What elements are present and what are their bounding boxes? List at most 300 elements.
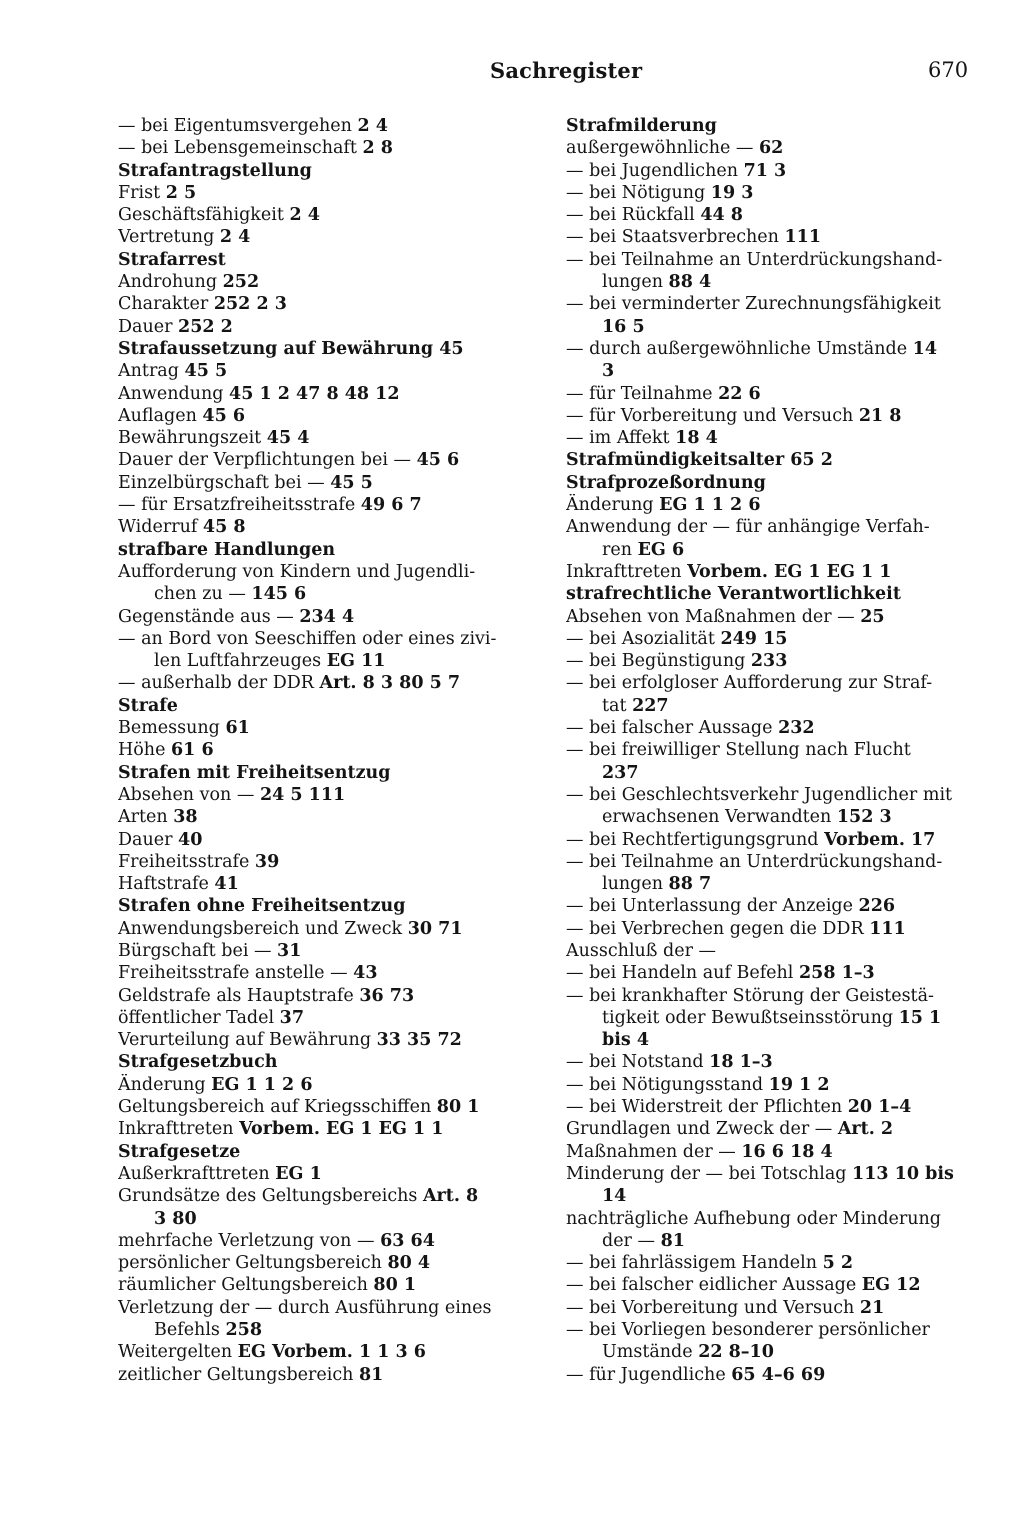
index-line [118, 516, 548, 538]
index-text: — bei erfolgloser Aufforderung zur Straf- [566, 673, 933, 694]
index-line [118, 338, 548, 360]
index-reference: 252 2 [178, 316, 233, 337]
index-line [118, 672, 548, 694]
index-line [566, 1163, 986, 1185]
index-text: Außerkrafttreten [118, 1163, 276, 1184]
index-text: ren [602, 539, 638, 560]
index-line [118, 1252, 548, 1274]
index-reference: 40 [178, 829, 203, 850]
index-reference: 21 8 [858, 405, 902, 426]
index-line [118, 1319, 548, 1341]
index-text: Geschäftsfähigkeit [118, 205, 290, 226]
page-title: Sachregister [490, 58, 643, 83]
index-line [118, 717, 548, 739]
index-reference: 2 4 [219, 227, 251, 248]
index-line [566, 338, 986, 360]
index-text: tat [602, 695, 633, 716]
index-reference: 145 6 [251, 584, 307, 605]
index-text: — im Affekt [566, 428, 676, 449]
index-reference: 15 1 [898, 1007, 942, 1028]
index-line [566, 271, 986, 293]
index-reference: 45 4 [266, 428, 310, 449]
index-line [118, 1141, 548, 1163]
index-reference: 113 10 bis [852, 1163, 954, 1184]
index-line [566, 249, 986, 271]
index-line [118, 962, 548, 984]
index-reference: 2 4 [289, 205, 320, 226]
index-line [566, 1319, 986, 1341]
index-text: — bei Widerstreit der Pflichten [566, 1097, 848, 1118]
index-line [566, 829, 986, 851]
index-text: Grundlagen und Zweck der — [566, 1119, 838, 1140]
index-reference: EG 1 1 2 6 [211, 1074, 313, 1095]
index-line [566, 1341, 986, 1363]
index-column-right [566, 115, 986, 1386]
index-line [118, 784, 548, 806]
index-text: Ausschluß der — [566, 940, 717, 961]
index-reference: 25 [860, 606, 885, 627]
index-text: Maßnahmen der — [566, 1141, 742, 1162]
index-reference: strafrechtliche Verantwortlichkeit [566, 584, 901, 605]
index-reference: EG Vorbem. 1 1 3 6 [237, 1342, 426, 1363]
index-reference: Strafe [118, 695, 178, 716]
index-line [118, 1230, 548, 1252]
index-reference: 81 [660, 1230, 685, 1251]
index-line [118, 1118, 548, 1140]
index-reference: 232 [778, 718, 815, 739]
index-text: — bei Staatsverbrechen [566, 227, 785, 248]
index-text: außergewöhnliche — [566, 138, 759, 159]
index-text: Bürgschaft bei — [118, 940, 278, 961]
index-text: — bei falscher Aussage [566, 718, 779, 739]
index-reference: 38 [173, 807, 198, 828]
index-text: len Luftfahrzeuges [154, 651, 327, 672]
index-line [118, 1185, 548, 1207]
index-reference: EG 1 [275, 1163, 322, 1184]
index-reference: 14 [912, 338, 937, 359]
index-reference: 233 [750, 651, 788, 672]
index-reference: 237 [602, 762, 639, 783]
index-text: — bei Lebensgemeinschaft [118, 138, 363, 159]
index-line [566, 717, 986, 739]
index-text: Verletzung der — durch Ausführung eines [118, 1297, 492, 1318]
index-reference: strafbare Handlungen [118, 539, 336, 560]
index-text: — bei Teilnahme an Unterdrückungshand- [566, 249, 943, 270]
index-line [566, 1230, 986, 1252]
index-line [118, 316, 548, 338]
index-text: Freiheitsstrafe [118, 851, 255, 872]
index-reference: 16 5 [602, 316, 645, 337]
index-text: — bei falscher eidlicher Aussage [566, 1275, 862, 1296]
index-line [118, 115, 548, 137]
index-text: Auflagen [118, 405, 203, 426]
index-text: lungen [602, 874, 669, 895]
index-text: Absehen von Maßnahmen der — [566, 606, 861, 627]
index-line [566, 583, 986, 605]
index-reference: 3 80 [154, 1208, 197, 1229]
index-text: Befehls [154, 1320, 226, 1341]
index-reference: 61 [225, 718, 250, 739]
index-text: Vertretung [118, 227, 220, 248]
index-line [566, 650, 986, 672]
index-line [566, 762, 986, 784]
index-reference: 65 4–6 69 [731, 1364, 826, 1385]
index-text: — bei fahrlässigem Handeln [566, 1253, 823, 1274]
index-reference: Strafantragstellung [118, 160, 312, 181]
index-line [566, 1297, 986, 1319]
index-reference: 88 7 [668, 874, 712, 895]
index-reference: Strafarrest [118, 249, 226, 270]
index-text: Charakter [118, 294, 214, 315]
index-text: nachträgliche Aufhebung oder Minderung [566, 1208, 941, 1229]
index-text: der — [602, 1230, 661, 1251]
index-reference: 45 8 [202, 517, 246, 538]
index-line [566, 494, 986, 516]
index-text: Arten [118, 807, 174, 828]
index-text: chen zu — [154, 584, 252, 605]
index-reference: 80 4 [387, 1253, 431, 1274]
index-text: tigkeit oder Bewußtseinsstörung [602, 1007, 899, 1028]
index-text: Frist [118, 182, 166, 203]
index-reference: 45 1 2 47 8 48 12 [229, 383, 400, 404]
index-line [566, 1096, 986, 1118]
index-reference: 45 6 [416, 450, 460, 471]
index-line [118, 739, 548, 761]
index-text: — für Jugendliche [566, 1364, 732, 1385]
index-line [566, 449, 986, 471]
index-text: Anwendungsbereich und Zweck [118, 918, 408, 939]
index-line [118, 383, 548, 405]
index-text: Änderung [566, 495, 660, 516]
index-reference: 37 [279, 1007, 305, 1028]
index-text: — bei Handeln auf Befehl [566, 963, 799, 984]
index-line [566, 895, 986, 917]
index-reference: Strafen mit Freiheitsentzug [118, 762, 391, 783]
index-text: erwachsenen Verwandten [602, 807, 837, 828]
index-reference: Strafen ohne Freiheitsentzug [118, 896, 406, 917]
index-line [118, 829, 548, 851]
index-reference: Strafgesetze [118, 1141, 241, 1162]
index-reference: 45 5 [184, 361, 228, 382]
index-text: Dauer [118, 829, 179, 850]
index-reference: 21 [859, 1297, 885, 1318]
index-line [118, 1029, 548, 1051]
index-line [118, 137, 548, 159]
index-reference: 227 [632, 695, 669, 716]
index-reference: EG 6 [637, 539, 685, 560]
index-reference: 80 1 [436, 1097, 480, 1118]
index-text: Antrag [118, 361, 185, 382]
index-text: Minderung der — bei Totschlag [566, 1163, 853, 1184]
index-reference: 33 35 72 [376, 1030, 462, 1051]
index-reference: 2 8 [362, 138, 393, 159]
index-reference: 249 15 [720, 628, 788, 649]
index-line [566, 851, 986, 873]
index-text: — bei Asozialität [566, 628, 721, 649]
index-line [118, 249, 548, 271]
index-line [566, 1141, 986, 1163]
index-text: — bei verminderter Zurechnungsfähigkeit [566, 294, 941, 315]
index-reference: 41 [214, 874, 239, 895]
index-reference: 31 [277, 940, 302, 961]
index-line [566, 516, 986, 538]
index-line [118, 360, 548, 382]
index-reference: 226 [858, 896, 896, 917]
index-line [566, 628, 986, 650]
index-line [118, 851, 548, 873]
index-text: — an Bord von Seeschiffen oder eines zivi- [118, 628, 497, 649]
index-reference: Strafmilderung [566, 116, 717, 136]
index-reference: 44 8 [700, 205, 743, 226]
index-reference: Vorbem. 17 [824, 829, 936, 850]
index-line [566, 1074, 986, 1096]
index-line [118, 494, 548, 516]
index-line [118, 561, 548, 583]
index-reference: Strafaussetzung auf Bewährung 45 [118, 338, 464, 359]
index-reference: 62 [758, 138, 784, 159]
index-reference: Vorbem. EG 1 EG 1 1 [687, 561, 892, 582]
index-line [118, 271, 548, 293]
index-line [118, 293, 548, 315]
index-reference: 18 4 [675, 428, 718, 449]
index-line [566, 115, 986, 137]
index-line [118, 918, 548, 940]
index-text: Grundsätze des Geltungsbereichs [118, 1186, 423, 1207]
index-text: Einzelbürgschaft bei — [118, 472, 331, 493]
index-reference: Art. 8 3 80 5 7 [319, 673, 461, 694]
index-text: Inkrafttreten [566, 561, 688, 582]
index-text: mehrfache Verletzung von — [118, 1230, 381, 1251]
index-text: — bei Vorbereitung und Versuch [566, 1297, 860, 1318]
index-reference: 80 1 [373, 1275, 417, 1296]
page-number: 670 [928, 58, 969, 82]
index-text: Geltungsbereich auf Kriegsschiffen [118, 1097, 437, 1118]
index-text: Geldstrafe als Hauptstrafe [118, 985, 360, 1006]
index-reference: 30 71 [407, 918, 463, 939]
index-text: — außerhalb der DDR [118, 673, 320, 694]
index-reference: Strafprozeßordnung [566, 472, 766, 493]
index-line [566, 405, 986, 427]
index-line [566, 1185, 986, 1207]
index-text: Verurteilung auf Bewährung [118, 1030, 377, 1051]
index-reference: bis 4 [602, 1030, 650, 1051]
index-text: Dauer der Verpflichtungen bei — [118, 450, 417, 471]
index-reference: 24 5 111 [259, 784, 346, 805]
index-line [566, 427, 986, 449]
index-line [118, 1297, 548, 1319]
index-reference: 22 8–10 [698, 1342, 774, 1363]
page-header [0, 58, 1024, 92]
index-reference: 19 3 [710, 182, 754, 203]
index-reference: 111 [784, 227, 822, 248]
index-line [566, 985, 986, 1007]
index-line [566, 472, 986, 494]
index-line [566, 1252, 986, 1274]
index-text: — durch außergewöhnliche Umstände [566, 338, 913, 359]
index-reference: 88 4 [668, 272, 712, 293]
index-reference: 252 2 3 [213, 294, 287, 315]
index-text: — bei Notstand [566, 1052, 710, 1073]
index-text: Umstände [602, 1342, 699, 1363]
index-reference: 43 [353, 963, 378, 984]
index-line [566, 1029, 986, 1051]
index-line [118, 762, 548, 784]
index-line [566, 204, 986, 226]
index-line [118, 806, 548, 828]
index-line [566, 137, 986, 159]
index-reference: 258 1–3 [798, 963, 875, 984]
index-line [118, 427, 548, 449]
index-reference: 36 73 [359, 985, 415, 1006]
index-text: — für Teilnahme [566, 383, 719, 404]
index-line [118, 539, 548, 561]
index-reference: Strafgesetzbuch [118, 1052, 278, 1073]
index-reference: 2 5 [165, 182, 197, 203]
index-line [566, 316, 986, 338]
index-text: — bei Rechtfertigungsgrund [566, 829, 825, 850]
index-line [118, 182, 548, 204]
index-text: — für Vorbereitung und Versuch [566, 405, 859, 426]
index-line [118, 1274, 548, 1296]
index-text: Inkrafttreten [118, 1119, 240, 1140]
index-text: lungen [602, 272, 669, 293]
index-line [118, 1341, 548, 1363]
index-line [118, 449, 548, 471]
index-text: Androhung [118, 272, 223, 293]
index-line [566, 226, 986, 248]
index-line [566, 739, 986, 761]
index-text: — bei Unterlassung der Anzeige [566, 896, 859, 917]
index-line [566, 1274, 986, 1296]
index-line [118, 650, 548, 672]
index-line [118, 606, 548, 628]
index-line [566, 293, 986, 315]
index-text: Haftstrafe [118, 874, 215, 895]
index-reference: 19 1 2 [768, 1074, 830, 1095]
index-text: Dauer [118, 316, 179, 337]
index-text: Anwendung [118, 383, 230, 404]
index-reference: 258 [225, 1320, 262, 1341]
index-line [118, 1007, 548, 1029]
index-line [118, 226, 548, 248]
index-text: Weitergelten [118, 1342, 238, 1363]
index-line [566, 1118, 986, 1140]
index-text: — bei Begünstigung [566, 651, 751, 672]
index-reference: Art. 2 [837, 1119, 894, 1140]
index-line [566, 918, 986, 940]
index-text: Bemessung [118, 718, 226, 739]
index-reference: Art. 8 [422, 1186, 479, 1207]
index-line [118, 583, 548, 605]
index-reference: 22 6 [718, 383, 761, 404]
index-line [566, 940, 986, 962]
index-text: — bei Vorliegen besonderer persönlicher [566, 1320, 930, 1341]
index-line [566, 1208, 986, 1230]
index-text: — bei Eigentumsvergehen [118, 116, 358, 136]
index-line [118, 695, 548, 717]
index-text: Absehen von — [118, 784, 260, 805]
index-line [118, 405, 548, 427]
index-reference: 2 4 [357, 116, 388, 136]
index-reference: 5 2 [822, 1253, 854, 1274]
index-reference: 81 [358, 1364, 384, 1385]
index-line [118, 1074, 548, 1096]
index-reference: EG 11 [326, 651, 386, 672]
index-line [118, 1051, 548, 1073]
index-text: — bei Rückfall [566, 205, 701, 226]
index-line [566, 561, 986, 583]
index-text: — bei Teilnahme an Unterdrückungshand- [566, 851, 943, 872]
index-line [566, 1051, 986, 1073]
index-line [566, 1364, 986, 1386]
index-text: öffentlicher Tadel [118, 1007, 280, 1028]
index-text: — bei Jugendlichen [566, 160, 744, 181]
index-line [118, 1208, 548, 1230]
index-reference: 71 3 [743, 160, 787, 181]
index-line [118, 628, 548, 650]
index-text: persönlicher Geltungsbereich [118, 1253, 388, 1274]
index-text: — für Ersatzfreiheitsstrafe [118, 495, 361, 516]
index-line [566, 383, 986, 405]
index-text: räumlicher Geltungsbereich [118, 1275, 374, 1296]
index-text: Freiheitsstrafe anstelle — [118, 963, 354, 984]
index-reference: Strafmündigkeitsalter 65 2 [566, 450, 833, 471]
index-text: — bei Nötigung [566, 182, 711, 203]
index-reference: Vorbem. EG 1 EG 1 1 [239, 1119, 444, 1140]
index-reference: EG 1 1 2 6 [659, 495, 761, 516]
index-text: — bei Nötigungsstand [566, 1074, 769, 1095]
index-reference: 152 3 [836, 807, 892, 828]
index-line [566, 360, 986, 382]
index-reference: 20 1–4 [847, 1097, 912, 1118]
index-reference: 18 1–3 [709, 1052, 773, 1073]
index-reference: EG 12 [861, 1275, 921, 1296]
index-line [566, 182, 986, 204]
index-reference: 39 [254, 851, 280, 872]
index-reference: 61 6 [171, 740, 214, 761]
index-line [118, 1364, 548, 1386]
index-line [566, 962, 986, 984]
index-reference: 234 4 [299, 606, 355, 627]
index-text: Bewährungszeit [118, 428, 267, 449]
index-line [118, 985, 548, 1007]
index-line [566, 873, 986, 895]
index-line [118, 873, 548, 895]
index-text: — bei freiwilliger Stellung nach Flucht [566, 740, 911, 761]
index-line [118, 1096, 548, 1118]
index-reference: 14 [602, 1186, 627, 1207]
index-line [566, 695, 986, 717]
index-line [566, 784, 986, 806]
index-text: — bei krankhafter Störung der Geistestä- [566, 985, 934, 1006]
index-text: Gegenstände aus — [118, 606, 300, 627]
index-text: Änderung [118, 1074, 212, 1095]
index-line [118, 1163, 548, 1185]
index-reference: 111 [869, 918, 906, 939]
index-line [118, 204, 548, 226]
index-text: zeitlicher Geltungsbereich [118, 1364, 359, 1385]
index-line [566, 606, 986, 628]
index-text: Höhe [118, 740, 171, 761]
index-reference: 3 [602, 361, 615, 382]
index-line [566, 806, 986, 828]
index-text: Aufforderung von Kindern und Jugendli- [118, 561, 476, 582]
index-line [118, 940, 548, 962]
index-text: Widerruf [118, 517, 203, 538]
index-text: — bei Geschlechtsverkehr Jugendlicher mit [566, 784, 953, 805]
index-line [118, 895, 548, 917]
index-column-left [118, 115, 548, 1386]
